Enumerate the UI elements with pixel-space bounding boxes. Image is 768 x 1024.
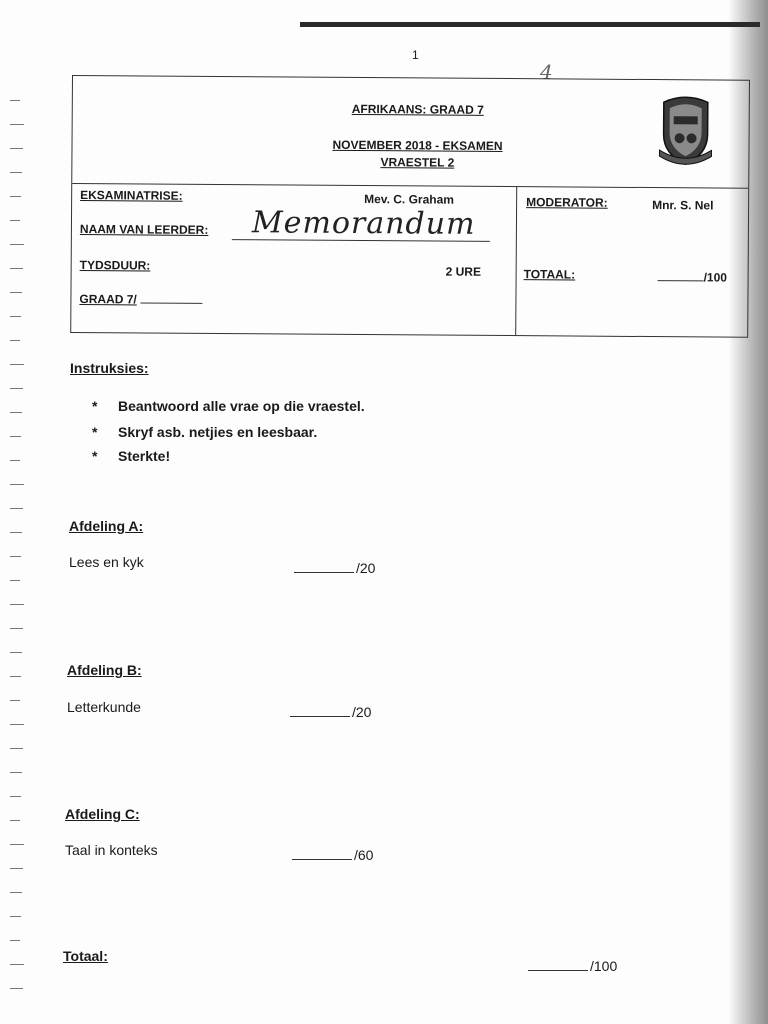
score-blank	[292, 859, 352, 860]
margin-tick	[10, 916, 21, 917]
instruction-item	[92, 398, 365, 414]
margin-tick	[10, 196, 21, 197]
bullet-icon: *	[92, 424, 98, 440]
moderator-value: Mnr. S. Nel	[652, 198, 714, 213]
margin-tick	[10, 412, 22, 413]
score-blank	[290, 716, 350, 717]
instruction-text: Beantwoord alle vrae op die vraestel.	[118, 398, 365, 414]
instruction-item	[92, 448, 170, 464]
grade-label-text: GRAAD 7/	[79, 292, 137, 307]
learner-name-value: Memorandum	[251, 205, 476, 242]
margin-tick	[10, 436, 21, 437]
header-title-block	[72, 76, 749, 189]
score-blank	[294, 572, 354, 573]
margin-tick	[10, 796, 21, 797]
margin-tick	[10, 580, 20, 581]
duration-label: TYDSDUUR:	[79, 258, 151, 273]
margin-tick	[10, 652, 22, 653]
grand-total-score	[528, 958, 617, 974]
margin-tick	[10, 724, 24, 725]
total-label: TOTAAL:	[523, 267, 576, 282]
section-b-score-value: /20	[352, 704, 372, 720]
subject-title: AFRIKAANS: GRAAD 7	[351, 101, 484, 117]
column-divider	[515, 186, 517, 335]
margin-tick	[10, 100, 20, 101]
margin-tick	[10, 364, 24, 365]
grand-total-label: Totaal:	[63, 948, 108, 964]
margin-tick	[10, 316, 21, 317]
margin-tick	[10, 940, 20, 941]
exam-header-table	[70, 75, 750, 338]
grade-class-blank	[141, 302, 203, 303]
total-score	[658, 270, 727, 284]
handwritten-mark: 4	[540, 60, 553, 84]
margin-tick	[10, 868, 23, 869]
margin-tick	[10, 268, 23, 269]
section-b-score	[290, 704, 371, 720]
margin-tick	[10, 844, 24, 845]
margin-tick	[10, 244, 24, 245]
scan-top-edge	[300, 22, 760, 27]
bullet-icon: *	[92, 448, 98, 464]
margin-tick	[10, 532, 22, 533]
margin-tick	[10, 124, 24, 125]
instruction-item	[92, 424, 317, 440]
school-crest-icon	[657, 94, 714, 166]
section-a-score	[294, 560, 375, 576]
margin-tick	[10, 220, 20, 221]
margin-tick	[10, 628, 23, 629]
section-c-score	[292, 847, 373, 863]
margin-tick	[10, 292, 22, 293]
margin-tick	[10, 148, 23, 149]
margin-tick	[10, 508, 23, 509]
section-a-heading: Afdeling A:	[69, 518, 144, 534]
bullet-icon: *	[92, 398, 98, 414]
moderator-label: MODERATOR:	[526, 195, 608, 210]
section-b-name: Letterkunde	[67, 699, 141, 715]
margin-tick	[10, 748, 23, 749]
grand-total-score-value: /100	[590, 958, 618, 974]
paper-title: VRAESTEL 2	[380, 155, 455, 170]
section-b-heading: Afdeling B:	[67, 662, 142, 678]
score-blank	[528, 970, 588, 971]
examiner-value: Mev. C. Graham	[364, 192, 455, 207]
total-score-value: /100	[703, 270, 728, 285]
margin-tick	[10, 820, 20, 821]
instruction-text: Skryf asb. netjies en leesbaar.	[118, 424, 318, 440]
total-score-blank	[658, 280, 704, 281]
section-a-score-value: /20	[356, 560, 376, 576]
exam-title: NOVEMBER 2018 - EKSAMEN	[332, 137, 503, 154]
section-c-name: Taal in konteks	[65, 842, 158, 858]
learner-name-label: NAAM VAN LEERDER:	[79, 222, 209, 237]
margin-tick	[10, 964, 24, 965]
margin-tick	[10, 340, 20, 341]
section-a-name: Lees en kyk	[69, 554, 144, 570]
section-c-score-value: /60	[354, 847, 374, 863]
margin-tick	[10, 556, 21, 557]
margin-tick	[10, 604, 24, 605]
margin-tick	[10, 388, 23, 389]
margin-tick	[10, 772, 22, 773]
margin-tick	[10, 172, 22, 173]
instructions-heading: Instruksies:	[70, 360, 149, 376]
binder-margin	[0, 0, 60, 1024]
instruction-text: Sterkte!	[118, 448, 171, 464]
margin-tick	[10, 700, 20, 701]
margin-tick	[10, 892, 22, 893]
duration-value: 2 URE	[445, 264, 482, 279]
examiner-label: EKSAMINATRISE:	[80, 188, 183, 203]
margin-tick	[10, 460, 20, 461]
margin-tick	[10, 484, 24, 485]
margin-tick	[10, 988, 23, 989]
page-number: 1	[412, 48, 419, 62]
section-c-heading: Afdeling C:	[65, 806, 140, 822]
margin-tick	[10, 676, 21, 677]
grade-label	[79, 292, 202, 307]
